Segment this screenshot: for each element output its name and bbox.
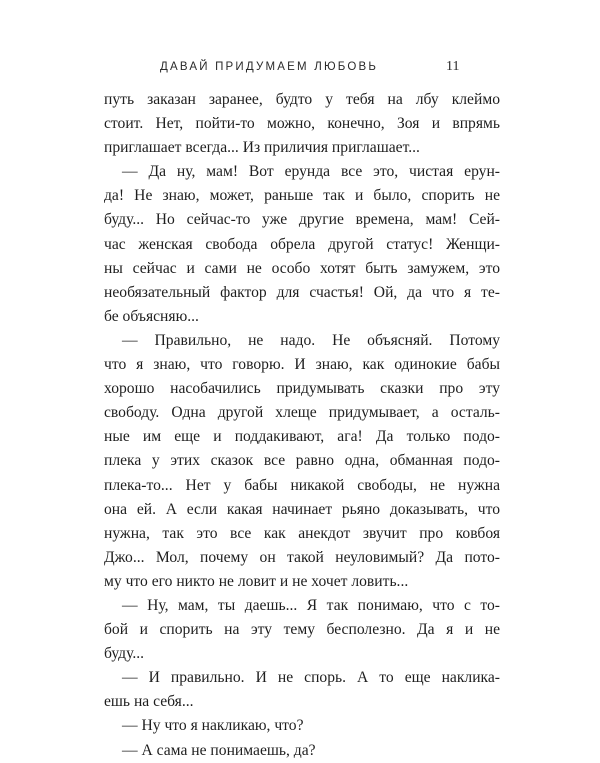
text-line: хорошо насобачились придумывать сказки про эту — [104, 380, 500, 398]
text-line: му что его никто не ловит и не хочет ловить... — [104, 572, 409, 590]
text-line: ешь на себя... — [104, 693, 194, 711]
text-line: — Да ну, мам! Вот ерунда все это, чистая ерун- — [122, 163, 500, 181]
text-line: — Ну, мам, ты даешь... Я так понимаю, что с то- — [122, 596, 500, 614]
text-line: буду... Но сейчас-то уже другие времена, мам! Сей- — [104, 211, 500, 229]
text-line: Джо... Мол, почему он такой неуловимый? Да пото- — [104, 548, 500, 566]
text-line: буду... — [104, 645, 145, 663]
text-line: ны сейчас и сами не особо хотят быть замужем, это — [104, 259, 500, 277]
text-line: плека у этих сказок все равно одна, обманная подо- — [104, 452, 500, 470]
text-line: — И правильно. И не спорь. А то еще наклика- — [122, 669, 500, 687]
text-line: — Правильно, не надо. Не объясняй. Потому — [122, 331, 500, 349]
running-title: ДАВАЙ ПРИДУМАЕМ ЛЮБОВЬ — [160, 61, 379, 73]
page-number: 11 — [446, 59, 460, 74]
text-line: бой и спорить на эту тему бесполезно. Да я и не — [104, 621, 500, 639]
text-line: ные им еще и поддакивают, ага! Да только подо- — [104, 428, 500, 446]
text-line: плека-то... Нет у бабы никакой свободы, не нужна — [104, 476, 500, 494]
text-line: что я знаю, что говорю. И знаю, как одинокие бабы — [104, 356, 500, 374]
text-line: путь заказан заранее, будто у тебя на лбу клеймо — [104, 91, 500, 108]
text-line: час женская свобода обрела другой статус! Женщи- — [104, 235, 500, 253]
text-line: стоит. Нет, пойти-то можно, конечно, Зоя и впрямь — [104, 115, 500, 133]
text-line: свободу. Одна другой хлеще придумывает, а осталь- — [104, 404, 500, 422]
text-line: бе объясняю... — [104, 307, 199, 325]
text-line: приглашает всегда... Из приличия приглашает... — [104, 139, 420, 157]
body-text — [104, 88, 500, 763]
text-line: — А сама не понимаешь, да? — [122, 741, 316, 759]
text-line: да! Не знаю, может, раньше так и было, спорить не — [104, 187, 500, 205]
text-line: нужна, так это все как анекдот звучит про ковбоя — [104, 524, 500, 542]
text-line: она ей. А если какая начинает рьяно доказывать, что — [104, 500, 500, 518]
text-line: необязательный фактор для счастья! Ой, да что я те- — [104, 283, 500, 301]
text-line: — Ну что я накликаю, что? — [122, 717, 304, 735]
